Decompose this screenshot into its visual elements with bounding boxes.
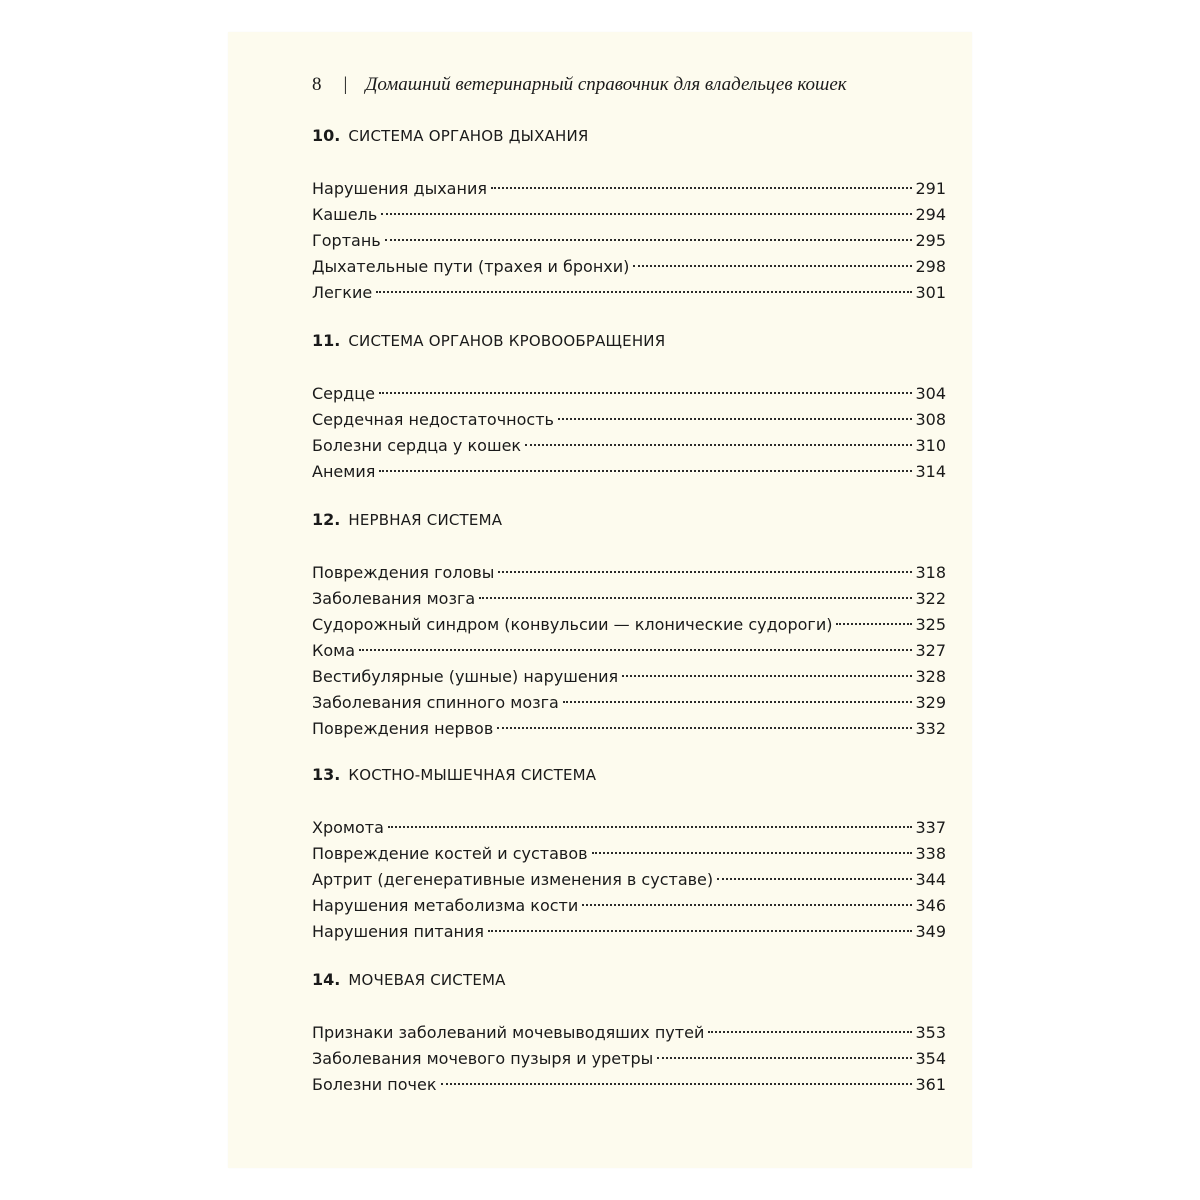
section-heading: [312, 763, 946, 787]
entry-label: Судорожный синдром (конвульсии — клонические судороги): [312, 615, 833, 634]
entry-page: 328: [915, 667, 946, 686]
entry-label: Болезни почек: [312, 1075, 437, 1094]
toc-entry[interactable]: [312, 560, 946, 586]
entry-label: Легкие: [312, 283, 373, 302]
toc-entry[interactable]: [312, 280, 946, 306]
section-heading: [312, 329, 946, 353]
entry-label: Заболевания мочевого пузыря и уретры: [312, 1049, 654, 1068]
leader-dots: [708, 1031, 912, 1033]
entry-page: 298: [915, 257, 946, 276]
toc-entry[interactable]: [312, 690, 946, 716]
entry-page: 308: [915, 410, 946, 429]
entry-page: 327: [915, 641, 946, 660]
leader-dots: [717, 878, 912, 880]
toc-section-11: [312, 329, 946, 485]
leader-dots: [385, 239, 913, 241]
toc-entry[interactable]: [312, 919, 946, 945]
section-heading: [312, 968, 946, 992]
section-heading: [312, 124, 946, 148]
entry-label: Сердечная недостаточность: [312, 410, 554, 429]
leader-dots: [657, 1057, 912, 1059]
toc-entries: [312, 381, 946, 485]
entry-page: 325: [915, 615, 946, 634]
leader-dots: [379, 392, 912, 394]
entry-label: Заболевания спинного мозга: [312, 693, 559, 712]
running-header: [312, 74, 872, 102]
section-title: МОЧЕВАЯ СИСТЕМА: [348, 971, 506, 989]
leader-dots: [381, 213, 912, 215]
entry-page: 295: [915, 231, 946, 250]
entry-page: 314: [915, 462, 946, 481]
section-number: 11.: [312, 331, 341, 350]
section-number: 13.: [312, 765, 341, 784]
toc-entry[interactable]: [312, 176, 946, 202]
toc-section-12: [312, 508, 946, 742]
entry-page: 338: [915, 844, 946, 863]
entry-label: Гортань: [312, 231, 381, 250]
toc-entries: [312, 176, 946, 306]
leader-dots: [525, 444, 912, 446]
section-heading: [312, 508, 946, 532]
entry-page: 310: [915, 436, 946, 455]
leader-dots: [633, 265, 912, 267]
entry-page: 304: [915, 384, 946, 403]
page-number: 8: [312, 74, 322, 95]
toc-entry[interactable]: [312, 228, 946, 254]
toc-entry[interactable]: [312, 202, 946, 228]
toc-entry[interactable]: [312, 815, 946, 841]
toc-section-13: [312, 763, 946, 945]
toc-entry[interactable]: [312, 716, 946, 742]
toc-entry[interactable]: [312, 407, 946, 433]
entry-label: Нарушения питания: [312, 922, 484, 941]
leader-dots: [379, 470, 912, 472]
toc-entry[interactable]: [312, 612, 946, 638]
entry-label: Дыхательные пути (трахея и бронхи): [312, 257, 630, 276]
entry-label: Повреждение костей и суставов: [312, 844, 588, 863]
leader-dots: [359, 649, 912, 651]
entry-label: Сердце: [312, 384, 375, 403]
entry-page: 291: [915, 179, 946, 198]
section-number: 12.: [312, 510, 341, 529]
toc-entry[interactable]: [312, 433, 946, 459]
toc-entry[interactable]: [312, 867, 946, 893]
entry-page: 346: [915, 896, 946, 915]
entry-label: Анемия: [312, 462, 376, 481]
section-number: 10.: [312, 126, 341, 145]
header-separator: |: [343, 74, 348, 95]
entry-label: Повреждения нервов: [312, 719, 494, 738]
entry-page: 301: [915, 283, 946, 302]
section-title: СИСТЕМА ОРГАНОВ ДЫХАНИЯ: [348, 127, 589, 145]
leader-dots: [622, 675, 912, 677]
entry-label: Кашель: [312, 205, 378, 224]
entry-page: 354: [915, 1049, 946, 1068]
entry-label: Вестибулярные (ушные) нарушения: [312, 667, 619, 686]
entry-label: Заболевания мозга: [312, 589, 476, 608]
toc-entry[interactable]: [312, 664, 946, 690]
leader-dots: [563, 701, 913, 703]
leader-dots: [441, 1083, 913, 1085]
section-title: СИСТЕМА ОРГАНОВ КРОВООБРАЩЕНИЯ: [348, 332, 666, 350]
entry-label: Болезни сердца у кошек: [312, 436, 522, 455]
entry-label: Кома: [312, 641, 356, 660]
book-title: Домашний ветеринарный справочник для владельцев кошек: [365, 74, 847, 95]
leader-dots: [497, 727, 912, 729]
leader-dots: [592, 852, 913, 854]
leader-dots: [498, 571, 912, 573]
entry-label: Артрит (дегенеративные изменения в суставе): [312, 870, 714, 889]
entry-page: 353: [915, 1023, 946, 1042]
leader-dots: [388, 826, 913, 828]
entry-page: 329: [915, 693, 946, 712]
entry-label: Повреждения головы: [312, 563, 495, 582]
entry-page: 294: [915, 205, 946, 224]
leader-dots: [479, 597, 912, 599]
toc-entry[interactable]: [312, 586, 946, 612]
toc-entry[interactable]: [312, 638, 946, 664]
leader-dots: [488, 930, 912, 932]
entry-page: 322: [915, 589, 946, 608]
entry-page: 318: [915, 563, 946, 582]
section-number: 14.: [312, 970, 341, 989]
toc-entry[interactable]: [312, 893, 946, 919]
toc-entry[interactable]: [312, 1020, 946, 1046]
entry-label: Хромота: [312, 818, 384, 837]
entry-page: 332: [915, 719, 946, 738]
leader-dots: [376, 291, 912, 293]
toc-entry[interactable]: [312, 1072, 946, 1098]
toc-entries: [312, 560, 946, 742]
entry-label: Признаки заболеваний мочевыводяших путей: [312, 1023, 705, 1042]
leader-dots: [491, 187, 912, 189]
toc-entry[interactable]: [312, 1046, 946, 1072]
leader-dots: [582, 904, 912, 906]
toc-entry[interactable]: [312, 459, 946, 485]
toc-entry[interactable]: [312, 254, 946, 280]
toc-section-10: [312, 124, 946, 306]
entry-page: 344: [915, 870, 946, 889]
section-title: КОСТНО-МЫШЕЧНАЯ СИСТЕМА: [348, 766, 597, 784]
toc-section-14: [312, 968, 946, 1098]
entry-page: 361: [915, 1075, 946, 1094]
entry-label: Нарушения метаболизма кости: [312, 896, 579, 915]
toc-entry[interactable]: [312, 841, 946, 867]
toc-entries: [312, 815, 946, 945]
entry-page: 337: [915, 818, 946, 837]
leader-dots: [558, 418, 913, 420]
section-title: НЕРВНАЯ СИСТЕМА: [348, 511, 503, 529]
entry-label: Нарушения дыхания: [312, 179, 487, 198]
toc-entry[interactable]: [312, 381, 946, 407]
entry-page: 349: [915, 922, 946, 941]
leader-dots: [836, 623, 912, 625]
toc-entries: [312, 1020, 946, 1098]
